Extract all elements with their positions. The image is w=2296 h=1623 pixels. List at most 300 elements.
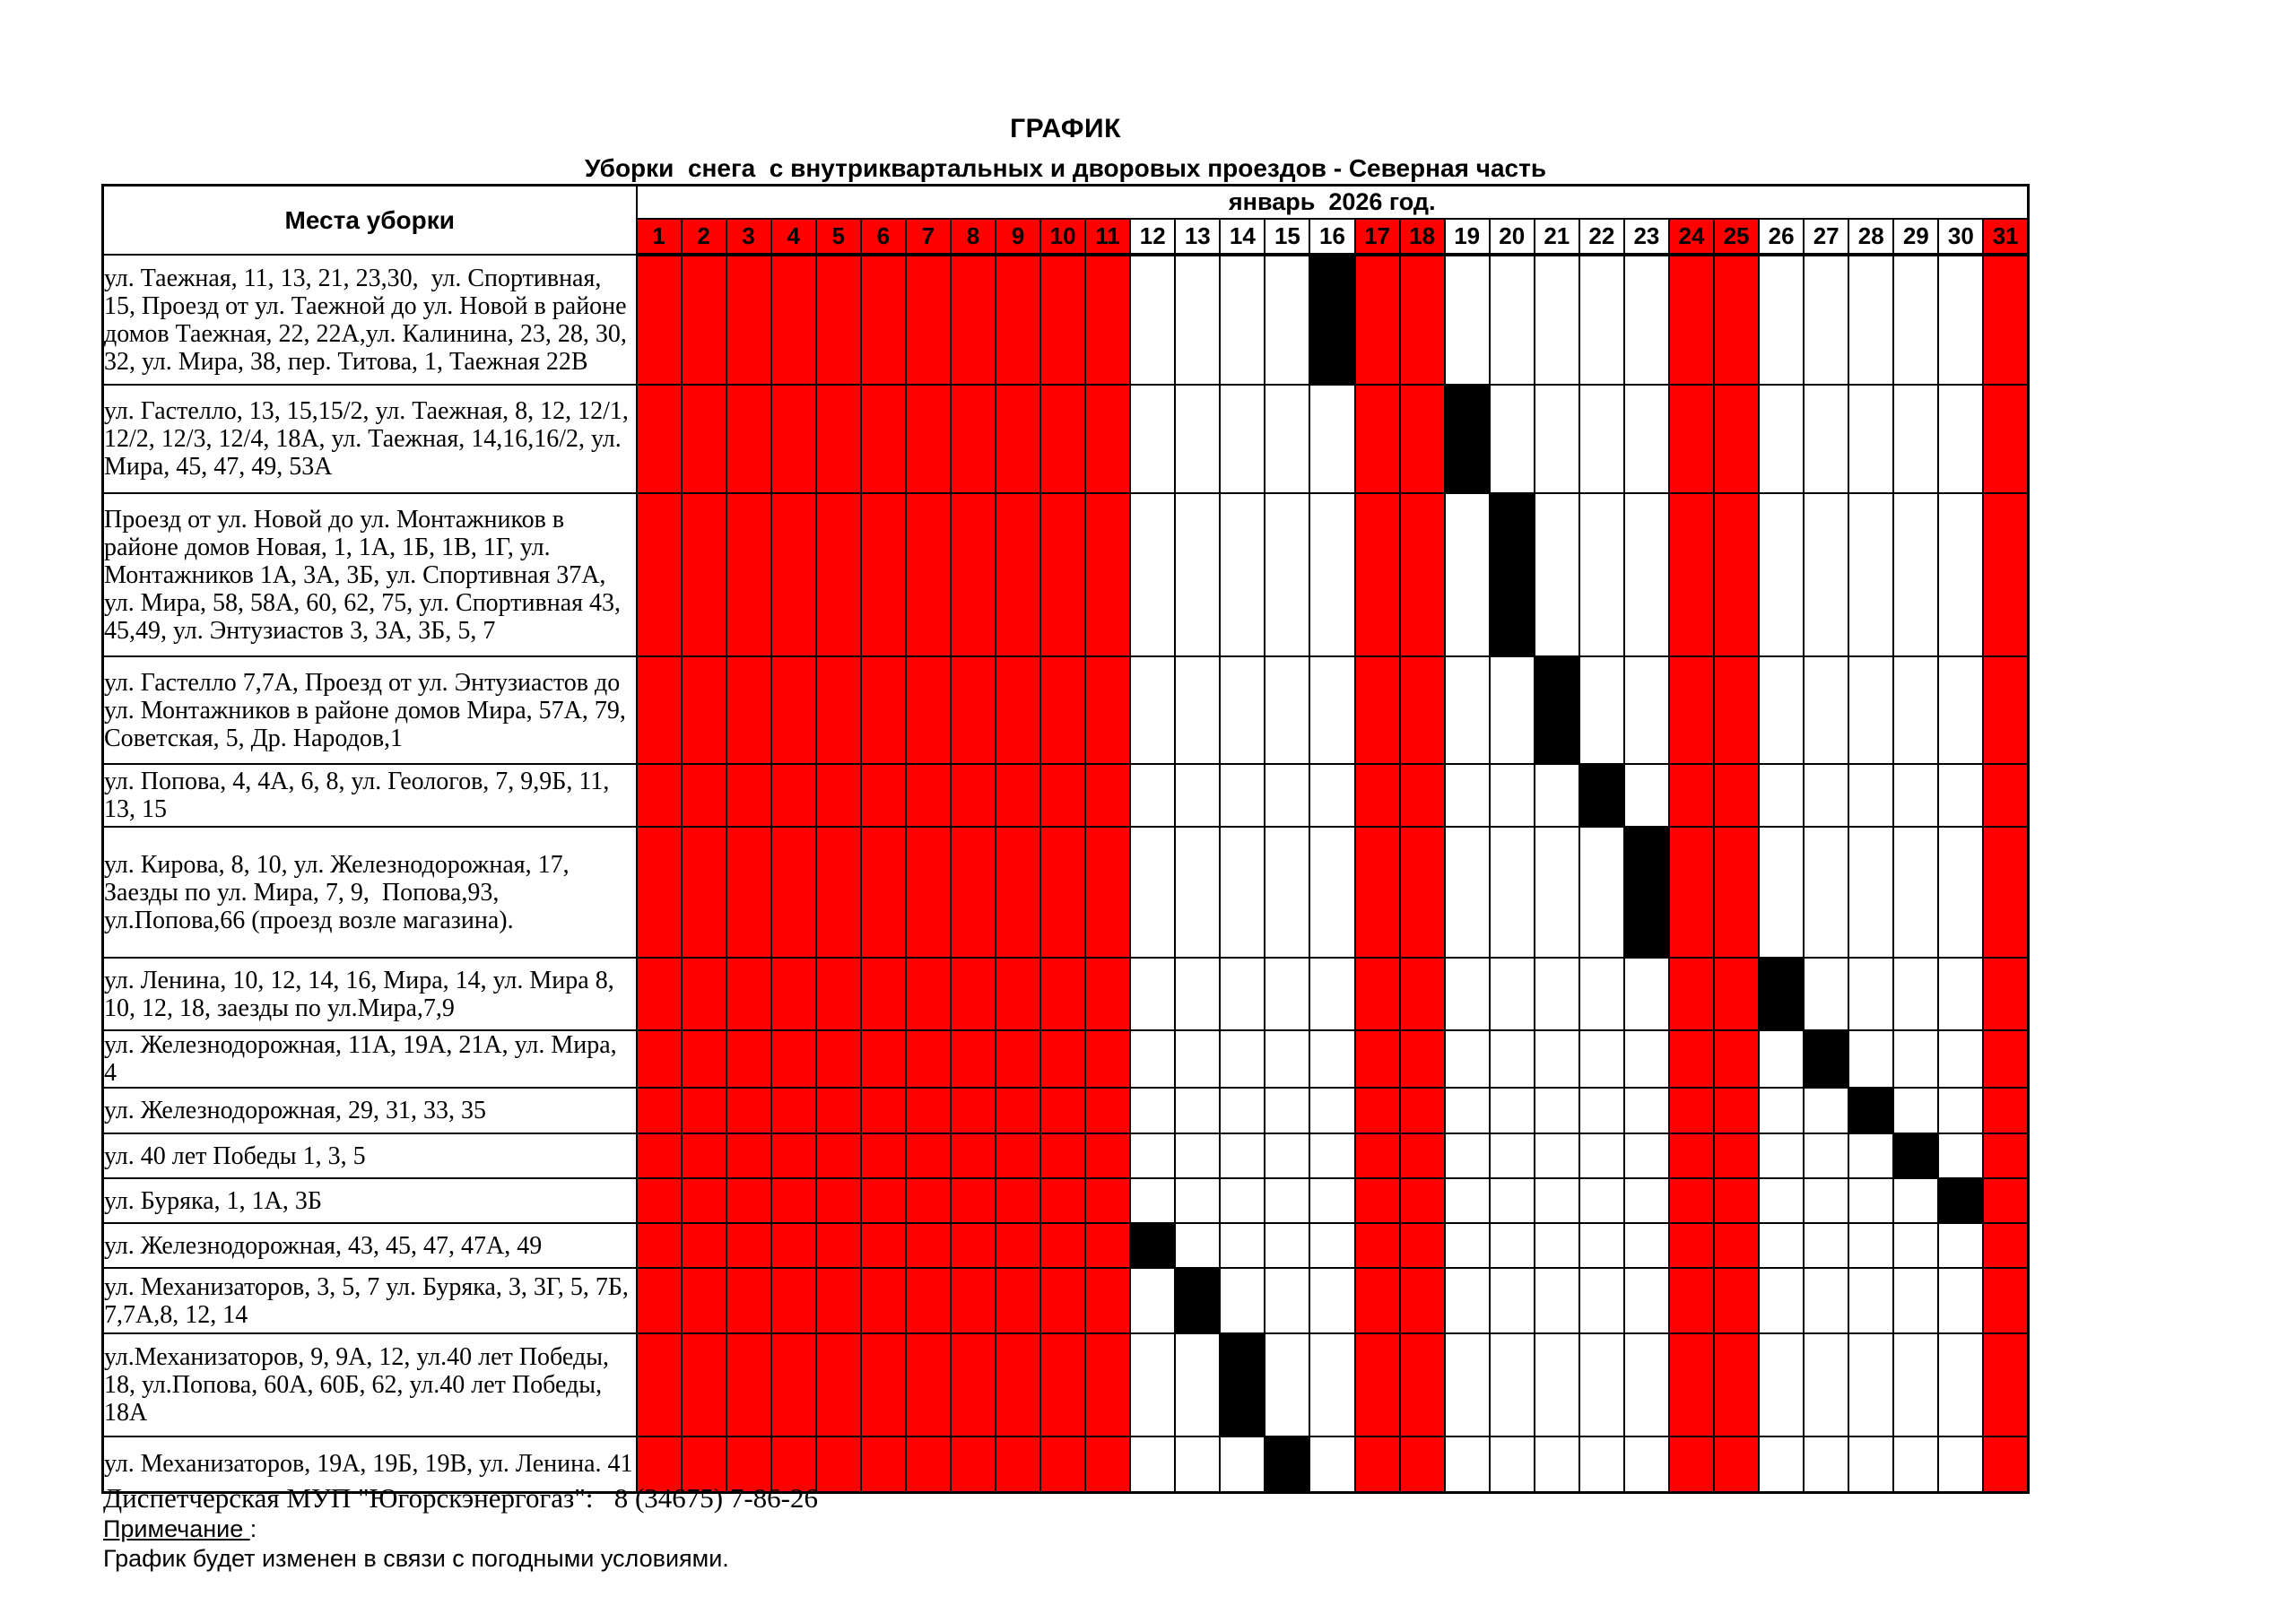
day-cell <box>1175 493 1220 656</box>
holiday-cell <box>906 493 951 656</box>
holiday-cell <box>637 1133 682 1178</box>
day-cell <box>1445 827 1490 958</box>
note-label: Примечание <box>103 1515 250 1542</box>
day-cell <box>1579 958 1624 1030</box>
day-cell <box>1579 1178 1624 1223</box>
holiday-cell <box>637 764 682 827</box>
holiday-cell <box>951 827 996 958</box>
schedule-row <box>103 255 2029 385</box>
holiday-cell <box>637 493 682 656</box>
day-header-cell-holiday: 24 <box>1669 219 1714 255</box>
holiday-cell <box>1355 764 1400 827</box>
day-cell <box>1893 1223 1938 1268</box>
day-cell <box>1175 1030 1220 1088</box>
holiday-cell <box>1355 1223 1400 1268</box>
holiday-cell <box>771 493 816 656</box>
holiday-cell <box>1040 1030 1085 1088</box>
holiday-cell <box>726 255 771 385</box>
day-cell <box>1490 1088 1535 1133</box>
day-cell <box>1445 493 1490 656</box>
day-cell <box>1893 1030 1938 1088</box>
holiday-cell <box>1085 1223 1130 1268</box>
day-cell <box>1759 1088 1804 1133</box>
holiday-cell <box>771 656 816 764</box>
holiday-cell <box>682 1333 726 1436</box>
day-cell <box>1220 1030 1265 1088</box>
holiday-cell <box>951 1223 996 1268</box>
day-cell <box>1309 1178 1354 1223</box>
holiday-cell <box>1400 1333 1445 1436</box>
holiday-cell <box>1355 656 1400 764</box>
day-cell <box>1309 827 1354 958</box>
holiday-cell <box>1400 827 1445 958</box>
holiday-cell <box>996 385 1040 493</box>
holiday-cell <box>906 385 951 493</box>
holiday-cell <box>906 1178 951 1223</box>
location-cell: ул. Механизаторов, 3, 5, 7 ул. Буряка, 3, 3Г, 5, 7Б, 7,7А,8, 12, 14 <box>103 1268 637 1333</box>
holiday-cell <box>1040 385 1085 493</box>
holiday-cell <box>771 1030 816 1088</box>
day-cell <box>1759 1178 1804 1223</box>
scheduled-cell <box>1445 385 1490 493</box>
day-header-cell-holiday: 7 <box>906 219 951 255</box>
day-cell <box>1848 1030 1893 1088</box>
day-cell <box>1938 1223 1983 1268</box>
holiday-cell <box>726 1268 771 1333</box>
day-header-cell: 27 <box>1804 219 1848 255</box>
day-header-cell-holiday: 17 <box>1355 219 1400 255</box>
day-cell <box>1265 958 1309 1030</box>
day-cell <box>1804 385 1848 493</box>
day-cell <box>1175 656 1220 764</box>
day-cell <box>1938 764 1983 827</box>
location-cell: ул. Железнодорожная, 43, 45, 47, 47А, 49 <box>103 1223 637 1268</box>
holiday-cell <box>996 958 1040 1030</box>
holiday-cell <box>1040 827 1085 958</box>
holiday-cell <box>771 1268 816 1333</box>
location-cell: ул. 40 лет Победы 1, 3, 5 <box>103 1133 637 1178</box>
holiday-cell <box>1669 656 1714 764</box>
holiday-cell <box>951 958 996 1030</box>
schedule-row <box>103 827 2029 958</box>
holiday-cell <box>771 385 816 493</box>
day-cell <box>1445 1178 1490 1223</box>
holiday-cell <box>996 827 1040 958</box>
day-cell <box>1848 656 1893 764</box>
holiday-cell <box>816 1133 861 1178</box>
holiday-cell <box>1040 656 1085 764</box>
holiday-cell <box>906 656 951 764</box>
holiday-cell <box>682 1030 726 1088</box>
holiday-cell <box>861 1223 906 1268</box>
holiday-cell <box>1085 1333 1130 1436</box>
schedule-row <box>103 1333 2029 1436</box>
holiday-cell <box>996 1223 1040 1268</box>
day-cell <box>1848 493 1893 656</box>
holiday-cell <box>1983 1030 2028 1088</box>
day-cell <box>1175 1178 1220 1223</box>
location-cell: ул. Гастелло, 13, 15,15/2, ул. Таежная, 8, 12, 12/1, 12/2, 12/3, 12/4, 18А, ул. Таежная, 14,16,16/2, ул. Мира, 45, 47, 49, 53А <box>103 385 637 493</box>
location-cell: ул. Таежная, 11, 13, 21, 23,30, ул. Спортивная, 15, Проезд от ул. Таежной до ул. Новой в районе домов Таежная, 22, 22А,ул. Калинина, 23, 28, 30, 32, ул. Мира, 38, пер. Титова, 1, Таежная 22В <box>103 255 637 385</box>
day-cell <box>1445 1333 1490 1436</box>
location-cell: ул. Буряка, 1, 1А, 3Б <box>103 1178 637 1223</box>
day-cell <box>1893 1178 1938 1223</box>
holiday-cell <box>1355 1178 1400 1223</box>
holiday-cell <box>682 493 726 656</box>
holiday-cell <box>861 385 906 493</box>
holiday-cell <box>637 1333 682 1436</box>
day-cell <box>1624 1223 1669 1268</box>
location-cell: ул.Механизаторов, 9, 9А, 12, ул.40 лет Победы, 18, ул.Попова, 60А, 60Б, 62, ул.40 лет Победы, 18А <box>103 1333 637 1436</box>
day-cell <box>1265 1030 1309 1088</box>
holiday-cell <box>682 1268 726 1333</box>
day-cell <box>1175 1223 1220 1268</box>
day-cell <box>1130 764 1175 827</box>
schedule-row <box>103 385 2029 493</box>
day-header-cell: 16 <box>1309 219 1354 255</box>
day-cell <box>1624 656 1669 764</box>
day-cell <box>1624 385 1669 493</box>
day-cell <box>1175 1133 1220 1178</box>
day-cell <box>1265 827 1309 958</box>
day-header-cell: 28 <box>1848 219 1893 255</box>
holiday-cell <box>1085 255 1130 385</box>
day-cell <box>1804 827 1848 958</box>
day-cell <box>1130 385 1175 493</box>
day-header-cell-holiday: 10 <box>1040 219 1085 255</box>
holiday-cell <box>1355 385 1400 493</box>
holiday-cell <box>816 656 861 764</box>
holiday-cell <box>771 764 816 827</box>
day-cell <box>1445 764 1490 827</box>
holiday-cell <box>1400 1223 1445 1268</box>
day-cell <box>1445 1133 1490 1178</box>
month-header-row <box>103 186 2029 220</box>
holiday-cell <box>1040 764 1085 827</box>
holiday-cell <box>1669 764 1714 827</box>
holiday-cell <box>1669 1223 1714 1268</box>
holiday-cell <box>1400 958 1445 1030</box>
day-cell <box>1220 656 1265 764</box>
scheduled-cell <box>1175 1268 1220 1333</box>
day-header-cell: 19 <box>1445 219 1490 255</box>
day-cell <box>1624 255 1669 385</box>
day-cell <box>1445 656 1490 764</box>
holiday-cell <box>1983 255 2028 385</box>
holiday-cell <box>1355 1268 1400 1333</box>
holiday-cell <box>1355 1333 1400 1436</box>
day-cell <box>1938 1133 1983 1178</box>
holiday-cell <box>1714 1030 1759 1088</box>
day-header-cell-holiday: 11 <box>1085 219 1130 255</box>
holiday-cell <box>637 1223 682 1268</box>
day-cell <box>1220 255 1265 385</box>
day-cell <box>1265 764 1309 827</box>
day-cell <box>1804 1333 1848 1436</box>
holiday-cell <box>1040 1133 1085 1178</box>
day-cell <box>1893 1268 1938 1333</box>
day-cell <box>1624 1178 1669 1223</box>
day-header-cell-holiday: 6 <box>861 219 906 255</box>
holiday-cell <box>1983 1178 2028 1223</box>
schedule-row <box>103 1268 2029 1333</box>
holiday-cell <box>771 1133 816 1178</box>
day-cell <box>1309 1133 1354 1178</box>
day-cell <box>1535 958 1579 1030</box>
note-heading <box>103 1515 2031 1544</box>
day-cell <box>1579 1333 1624 1436</box>
holiday-cell <box>1669 1178 1714 1223</box>
holiday-cell <box>861 827 906 958</box>
location-cell: ул. Железнодорожная, 29, 31, 33, 35 <box>103 1088 637 1133</box>
holiday-cell <box>1669 385 1714 493</box>
holiday-cell <box>951 1088 996 1133</box>
day-cell <box>1848 255 1893 385</box>
holiday-cell <box>1085 656 1130 764</box>
day-cell <box>1938 385 1983 493</box>
day-cell <box>1848 1223 1893 1268</box>
day-cell <box>1490 1333 1535 1436</box>
day-cell <box>1579 1133 1624 1178</box>
day-cell <box>1893 656 1938 764</box>
day-cell <box>1220 493 1265 656</box>
day-cell <box>1938 958 1983 1030</box>
day-cell <box>1804 255 1848 385</box>
day-cell <box>1579 1030 1624 1088</box>
day-cell <box>1490 1030 1535 1088</box>
day-cell <box>1175 764 1220 827</box>
holiday-cell <box>682 255 726 385</box>
footer-block <box>103 1481 2031 1574</box>
holiday-cell <box>771 1223 816 1268</box>
holiday-cell <box>1400 1178 1445 1223</box>
holiday-cell <box>682 656 726 764</box>
day-cell <box>1309 385 1354 493</box>
day-cell <box>1579 1223 1624 1268</box>
day-cell <box>1265 1133 1309 1178</box>
holiday-cell <box>1355 255 1400 385</box>
day-header-cell-holiday: 5 <box>816 219 861 255</box>
holiday-cell <box>1669 1268 1714 1333</box>
day-cell <box>1938 827 1983 958</box>
day-cell <box>1938 493 1983 656</box>
scheduled-cell <box>1624 827 1669 958</box>
day-cell <box>1624 1268 1669 1333</box>
location-cell: ул. Ленина, 10, 12, 14, 16, Мира, 14, ул. Мира 8, 10, 12, 18, заезды по ул.Мира,7,9 <box>103 958 637 1030</box>
holiday-cell <box>816 764 861 827</box>
holiday-cell <box>996 1088 1040 1133</box>
day-cell <box>1309 1088 1354 1133</box>
day-cell <box>1265 1178 1309 1223</box>
holiday-cell <box>771 255 816 385</box>
holiday-cell <box>682 385 726 493</box>
holiday-cell <box>951 255 996 385</box>
location-cell: ул. Механизаторов, 19А, 19Б, 19В, ул. Ленина. 41 <box>103 1436 637 1492</box>
note-colon: : <box>249 1515 257 1542</box>
day-cell <box>1265 1333 1309 1436</box>
snow-removal-schedule-table <box>101 184 2030 1494</box>
dispatcher-phone-line: Диспетчерская МУП "Югорскэнергогаз": 8 (34675) 7-86-26 <box>103 1482 819 1514</box>
holiday-cell <box>1714 1223 1759 1268</box>
day-header-cell-holiday: 8 <box>951 219 996 255</box>
day-cell <box>1309 1030 1354 1088</box>
location-cell: ул. Попова, 4, 4А, 6, 8, ул. Геологов, 7, 9,9Б, 11, 13, 15 <box>103 764 637 827</box>
holiday-cell <box>1355 1088 1400 1133</box>
day-cell <box>1175 958 1220 1030</box>
holiday-cell <box>1355 1133 1400 1178</box>
day-cell <box>1490 1133 1535 1178</box>
holiday-cell <box>1714 1133 1759 1178</box>
day-cell <box>1445 255 1490 385</box>
holiday-cell <box>1669 1333 1714 1436</box>
day-cell <box>1624 958 1669 1030</box>
day-cell <box>1175 255 1220 385</box>
holiday-cell <box>1040 958 1085 1030</box>
day-cell <box>1309 1268 1354 1333</box>
holiday-cell <box>726 1088 771 1133</box>
day-cell <box>1265 493 1309 656</box>
day-cell <box>1804 958 1848 1030</box>
day-cell <box>1759 827 1804 958</box>
holiday-cell <box>861 1133 906 1178</box>
location-cell: ул. Железнодорожная, 11А, 19А, 21А, ул. Мира, 4 <box>103 1030 637 1088</box>
day-cell <box>1490 1178 1535 1223</box>
holiday-cell <box>816 1223 861 1268</box>
scheduled-cell <box>1938 1178 1983 1223</box>
day-cell <box>1624 1088 1669 1133</box>
day-cell <box>1175 1333 1220 1436</box>
holiday-cell <box>637 385 682 493</box>
holiday-cell <box>637 958 682 1030</box>
holiday-cell <box>1669 1133 1714 1178</box>
day-cell <box>1848 827 1893 958</box>
day-cell <box>1938 1333 1983 1436</box>
holiday-cell <box>816 1333 861 1436</box>
holiday-cell <box>1669 827 1714 958</box>
holiday-cell <box>951 1178 996 1223</box>
day-cell <box>1804 493 1848 656</box>
scheduled-cell <box>1490 493 1535 656</box>
schedule-row <box>103 1030 2029 1088</box>
day-cell <box>1848 764 1893 827</box>
day-cell <box>1579 827 1624 958</box>
holiday-cell <box>906 958 951 1030</box>
day-cell <box>1265 656 1309 764</box>
holiday-cell <box>1983 1223 2028 1268</box>
holiday-cell <box>1983 764 2028 827</box>
holiday-cell <box>1714 656 1759 764</box>
day-cell <box>1938 1268 1983 1333</box>
holiday-cell <box>906 1030 951 1088</box>
holiday-cell <box>1085 1030 1130 1088</box>
schedule-row <box>103 1088 2029 1133</box>
holiday-cell <box>861 1030 906 1088</box>
day-cell <box>1220 827 1265 958</box>
day-cell <box>1759 1333 1804 1436</box>
holiday-cell <box>1400 764 1445 827</box>
holiday-cell <box>1714 385 1759 493</box>
day-cell <box>1445 958 1490 1030</box>
holiday-cell <box>816 1088 861 1133</box>
day-cell <box>1579 656 1624 764</box>
holiday-cell <box>771 1178 816 1223</box>
scheduled-cell <box>1220 1333 1265 1436</box>
day-header-cell: 29 <box>1893 219 1938 255</box>
holiday-cell <box>906 255 951 385</box>
day-cell <box>1309 764 1354 827</box>
holiday-cell <box>1983 385 2028 493</box>
day-cell <box>1309 958 1354 1030</box>
page-title: ГРАФИК <box>1010 114 1121 143</box>
location-cell: ул. Кирова, 8, 10, ул. Железнодорожная, 17, Заезды по ул. Мира, 7, 9, Попова,93, ул.Попова,66 (проезд возле магазина). <box>103 827 637 958</box>
holiday-cell <box>637 1030 682 1088</box>
places-column-header: Места уборки <box>103 186 637 256</box>
holiday-cell <box>996 1133 1040 1178</box>
day-cell <box>1490 1223 1535 1268</box>
location-cell: Проезд от ул. Новой до ул. Монтажников в районе домов Новая, 1, 1А, 1Б, 1В, 1Г, ул. Монтажников 1А, 3А, 3Б, ул. Спортивная 37А, ул. Мира, 58, 58А, 60, 62, 75, ул. Спортивная 43, 45,49, ул. Энтузиастов 3, 3А, 3Б, 5, 7 <box>103 493 637 656</box>
day-cell <box>1130 1133 1175 1178</box>
month-header: январь 2026 год. <box>637 186 2029 220</box>
holiday-cell <box>906 1088 951 1133</box>
holiday-cell <box>861 656 906 764</box>
holiday-cell <box>637 827 682 958</box>
day-cell <box>1220 1178 1265 1223</box>
day-cell <box>1624 1030 1669 1088</box>
day-cell <box>1893 385 1938 493</box>
day-header-cell-holiday: 2 <box>682 219 726 255</box>
holiday-cell <box>682 1178 726 1223</box>
holiday-cell <box>861 1268 906 1333</box>
holiday-cell <box>1040 1178 1085 1223</box>
holiday-cell <box>816 958 861 1030</box>
schedule-row <box>103 1223 2029 1268</box>
holiday-cell <box>1983 1268 2028 1333</box>
day-cell <box>1130 1333 1175 1436</box>
holiday-cell <box>1714 255 1759 385</box>
day-cell <box>1624 764 1669 827</box>
holiday-cell <box>637 1178 682 1223</box>
title-block <box>101 113 2030 184</box>
holiday-cell <box>1669 958 1714 1030</box>
day-cell <box>1535 1178 1579 1223</box>
holiday-cell <box>1714 1178 1759 1223</box>
day-cell <box>1309 1223 1354 1268</box>
day-cell <box>1130 1268 1175 1333</box>
day-cell <box>1535 827 1579 958</box>
holiday-cell <box>861 1178 906 1223</box>
day-cell <box>1893 1333 1938 1436</box>
holiday-cell <box>1040 1223 1085 1268</box>
scheduled-cell <box>1804 1030 1848 1088</box>
holiday-cell <box>1400 255 1445 385</box>
day-cell <box>1130 493 1175 656</box>
day-cell <box>1130 1088 1175 1133</box>
holiday-cell <box>726 958 771 1030</box>
holiday-cell <box>1355 827 1400 958</box>
holiday-cell <box>726 1333 771 1436</box>
holiday-cell <box>771 1333 816 1436</box>
holiday-cell <box>1714 493 1759 656</box>
holiday-cell <box>771 958 816 1030</box>
day-cell <box>1309 656 1354 764</box>
day-cell <box>1265 385 1309 493</box>
day-cell <box>1759 764 1804 827</box>
holiday-cell <box>1400 493 1445 656</box>
day-header-cell: 12 <box>1130 219 1175 255</box>
holiday-cell <box>1714 764 1759 827</box>
holiday-cell <box>1714 1268 1759 1333</box>
holiday-cell <box>726 1223 771 1268</box>
